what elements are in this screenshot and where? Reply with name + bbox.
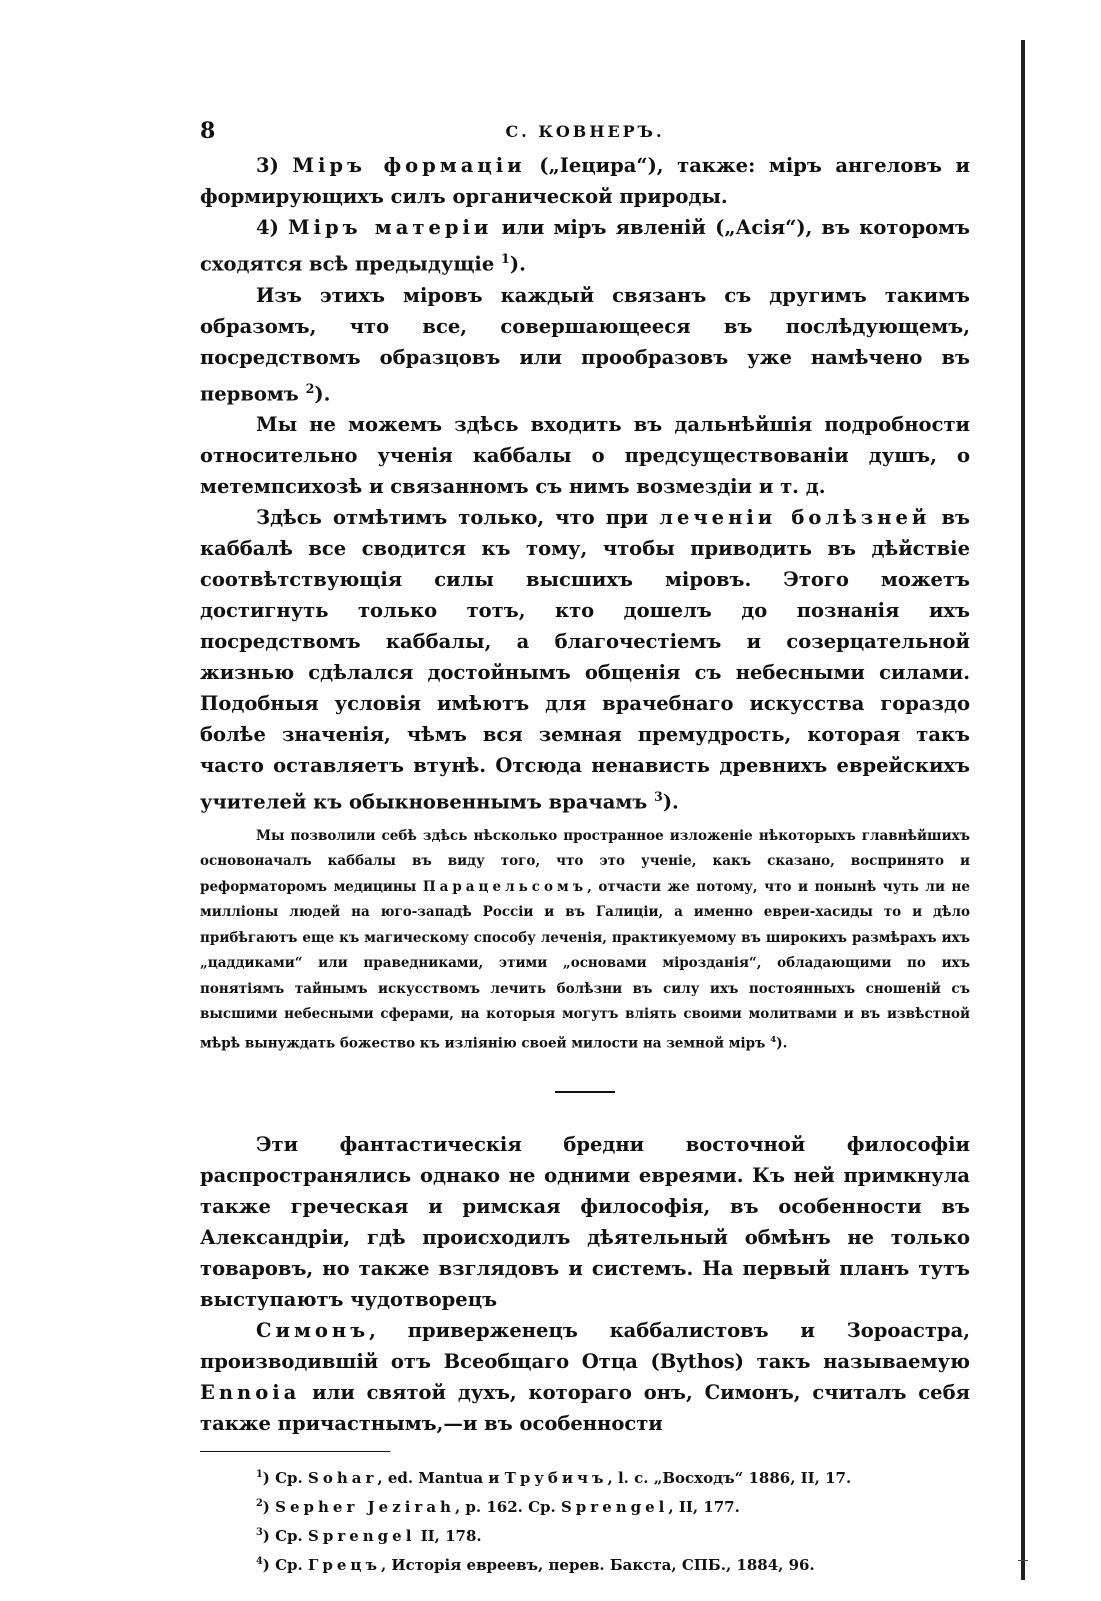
paragraph-5: Здѣсь отмѣтимъ только, что при леченіи болѣзней въ каббалѣ все сводится къ тому, чтобы приводить въ дѣйствіе соотвѣтствующія силы высшихъ міровъ. Этого можетъ достигнуть только тотъ, кто дошелъ до познанія ихъ посредствомъ каббалы, а благочестіемъ и созерцательной жизнью сдѣлался достойнымъ общенія съ небесными силами. Подобныя условія имѣютъ для врачебнаго искусства гораздо болѣе значенія, чѣмъ вся земная премудрость, которая такъ часто оставляетъ втунѣ. Отсюда ненависть древнихъ еврейскихъ учителей къ обыкновеннымъ врачамъ $^3$).: [200, 506, 970, 814]
page-number: 8: [200, 118, 216, 144]
footnote-4: $^4$) Ср. Грецъ, Исторія евреевъ, перев. Бакста, СПБ., 1884, 96.: [256, 1556, 815, 1574]
footnote-rule: [200, 1451, 390, 1453]
scan-edge-line: [1021, 40, 1025, 1580]
running-title: С. КОВНЕРЪ.: [505, 122, 665, 141]
page-header: [200, 110, 970, 150]
paragraph-1: 3) Міръ формаціи („Іецира“), также: міръ ангеловъ и формирующихъ силъ органической природы.: [200, 154, 970, 208]
section-separator: [555, 1091, 615, 1093]
paragraph-7: Симонъ, приверженецъ каббалистовъ и Зороастра, производившій отъ Всеобщаго Отца (Bythos) такъ называемую Ennoia или святой духъ, котораго онъ, Симонъ, считалъ себя также причастнымъ,—и въ особенности: [200, 1318, 970, 1435]
footnote-ref[interactable]: 1: [501, 251, 510, 266]
spaced-term: Міръ формаціи: [292, 154, 526, 177]
small-print-note: Мы позволили себѣ здѣсь нѣсколько пространное изложеніе нѣкоторыхъ главнѣйшихъ основоначалъ каббалы въ виду того, что это ученіе, какъ сказано, воспринято и реформаторомъ медицины Парацельсомъ, отчасти же потому, что и понынѣ чуть ли не милліоны людей на юго-западѣ Россіи и въ Галиціи, а именно евреи-хасиды то и дѣло прибѣгаютъ еще къ магическому способу леченія, практикуемому въ широкихъ размѣрахъ ихъ „цаддиками“ или праведниками, этими „основами мірозданія“, обладающими по ихъ понятіямъ тайнымъ искусствомъ лечить болѣзни въ силу ихъ постоянныхъ сношеній съ высшими небесными сферами, на которыя могутъ вліять своими молитвами и въ извѣстной мѣрѣ вынуждать божество къ изліянію своей милости на земной міръ $^4$).: [200, 827, 970, 1051]
page: [200, 110, 970, 1578]
spaced-term: леченіи болѣзней: [659, 506, 931, 529]
spaced-term: Парацельсомъ: [422, 878, 588, 895]
footnote-1: $^1$) Ср. Sohar, ed. Mantua и Трубичъ, l. c. „Восходъ“ 1886, II, 17.: [256, 1469, 852, 1487]
footnote-ref[interactable]: 3: [654, 789, 663, 804]
paragraph-2: 4) Міръ матеріи или міръ явленій („Асія“), въ которомъ сходятся всѣ предыдущіе $^1$).: [200, 216, 970, 276]
footnote-ref[interactable]: 2: [305, 380, 315, 396]
spaced-term: Міръ матеріи: [288, 216, 493, 239]
footnote-2: $^2$) Sepher Jezirah, p. 162. Ср. Sprengel, II, 177.: [256, 1498, 740, 1516]
spaced-term: Симонъ: [256, 1318, 370, 1342]
paragraph-3: Изъ этихъ міровъ каждый связанъ съ другимъ такимъ образомъ, что все, совершающееся въ послѣдующемъ, посредствомъ образцовъ или прообразовъ уже намѣчено въ первомъ $^2$).: [200, 283, 970, 405]
paragraph-4: Мы не можемъ здѣсь входить въ дальнѣйшія подробности относительно ученія каббалы о предсуществованіи душъ, о метемпсихозѣ и связанномъ съ нимъ возмездіи и т. д.: [200, 413, 970, 498]
footnote-ref[interactable]: 4: [770, 1034, 777, 1045]
spaced-term: Ennoia: [200, 1380, 301, 1404]
footnote-3: $^3$) Ср. Sprengel II, 178.: [256, 1527, 482, 1545]
paragraph-6: Эти фантастическія бредни восточной философіи распространялись однако не одними евреями. Къ ней примкнула также греческая и римская философія, въ особенности въ Александріи, гдѣ происходилъ дѣятельный обмѣнъ не только товаровъ, но также взглядовъ и системъ. На первый планъ тутъ выступаютъ чудотворецъ: [200, 1132, 970, 1311]
scan-edge-mark: [1018, 1560, 1028, 1561]
